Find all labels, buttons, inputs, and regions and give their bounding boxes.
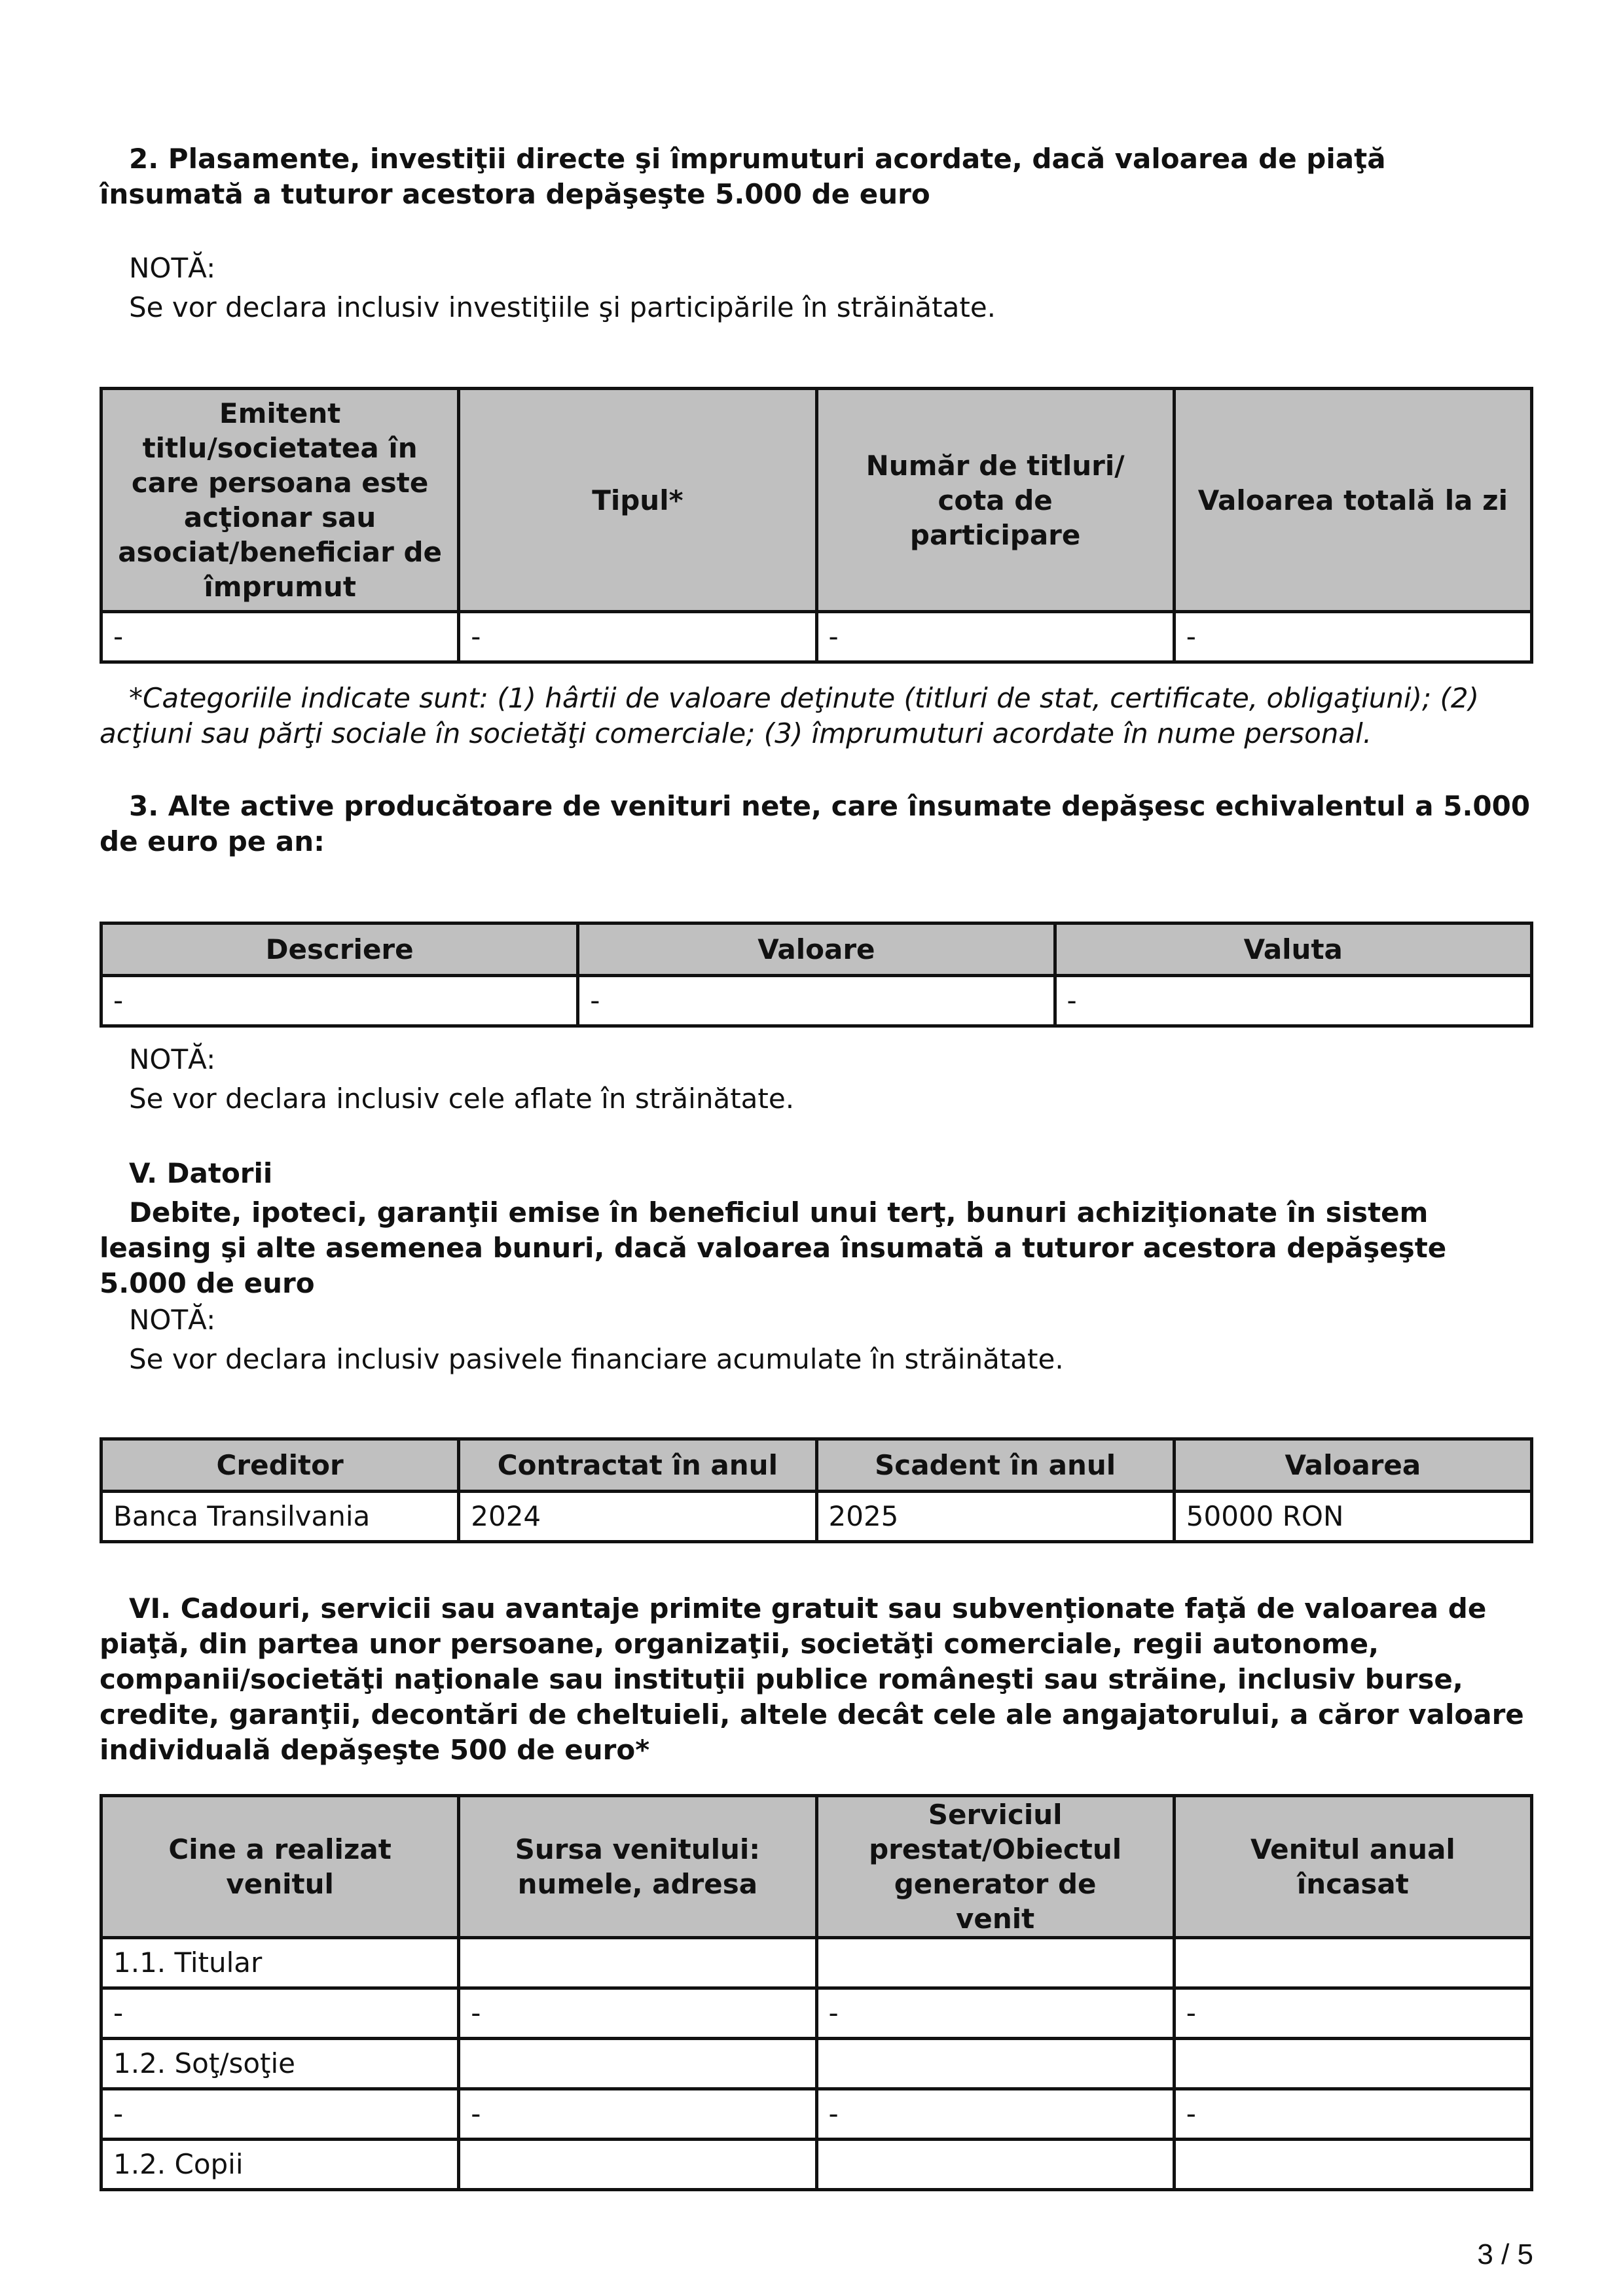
table-header-row (101, 1796, 1532, 1938)
section5-heading: V. Datorii (129, 1157, 273, 1189)
column-header: Număr de titluri/ cota de participare (816, 389, 1174, 612)
section6-title: VI. Cadouri, servicii sau avantaje primite gratuit sau subvenţionate faţă de valoarea de piaţă, din partea unor persoane, organizaţii, societăţi comerciale, regii autonome, companii/societăţi naţionale sau instituţii publice româneşti sau străine, inclusiv burse, credite, garanţii, decontări de cheltuieli, altele decât cele ale angajatorului, a căror valoare individuală depăşeşte 500 de euro* (100, 1592, 1524, 1766)
column-header: Serviciul prestat/Obiectul generator de venit (816, 1796, 1174, 1938)
page-number: 3 / 5 (1477, 2238, 1533, 2270)
table-cell: - (1174, 1988, 1531, 2039)
table-cell (1174, 2140, 1531, 2190)
table-cell: - (459, 612, 816, 662)
column-header: Emitent titlu/societatea în care persoana este acţionar sau asociat/beneficiar de împrumut (101, 389, 459, 612)
table-row (101, 976, 1532, 1026)
column-header: Creditor (101, 1439, 459, 1492)
column-header: Valuta (1055, 924, 1532, 976)
table-cell: - (1055, 976, 1532, 1026)
column-header: Valoare (578, 924, 1055, 976)
table-cell (459, 1938, 816, 1988)
section5-title: Debite, ipoteci, garanţii emise în beneficiul unui terţ, bunuri achiziţionate în sistem leasing şi alte asemenea bunuri, dacă valoarea însumată a tuturor acestora depăşeşte 5.000 de euro (100, 1196, 1447, 1299)
table-cell: - (816, 612, 1174, 662)
section3-title: 3. Alte active producătoare de venituri nete, care însumate depăşesc echivalentul a 5.000 de euro pe an: (100, 790, 1531, 857)
table-cell: - (578, 976, 1055, 1026)
table-cell: - (1174, 612, 1531, 662)
table-cell: 1.1. Titular (101, 1938, 459, 1988)
section2-note-label: NOTĂ: (129, 252, 216, 284)
table-cell: - (101, 976, 578, 1026)
table-header-row (101, 924, 1532, 976)
table-cell (816, 2039, 1174, 2089)
table-row (101, 1938, 1532, 1988)
table-row (101, 2089, 1532, 2140)
other-assets-table (100, 922, 1533, 1028)
table-row (101, 1492, 1532, 1542)
section2-footnote: *Categoriile indicate sunt: (1) hârtii de valoare deţinute (titluri de stat, certificate, obligaţiuni); (2) acţiuni sau părţi sociale în societăţi comerciale; (3) împrumuturi acordate în nume personal. (100, 682, 1480, 749)
table-row (101, 612, 1532, 662)
table-cell: 2024 (459, 1492, 816, 1542)
table-row (101, 2039, 1532, 2089)
column-header: Sursa venitului: numele, adresa (459, 1796, 816, 1938)
column-header: Contractat în anul (459, 1439, 816, 1492)
column-header: Scadent în anul (816, 1439, 1174, 1492)
table-cell (816, 2140, 1174, 2190)
column-header: Valoarea totală la zi (1174, 389, 1531, 612)
column-header: Venitul anual încasat (1174, 1796, 1531, 1938)
table-cell: - (101, 612, 459, 662)
table-row (101, 1988, 1532, 2039)
table-cell (459, 2140, 816, 2190)
investments-table (100, 387, 1533, 664)
table-cell (1174, 2039, 1531, 2089)
table-cell: - (816, 2089, 1174, 2140)
column-header: Cine a realizat venitul (101, 1796, 459, 1938)
section2-note-text: Se vor declara inclusiv investiţiile şi participările în străinătate. (129, 291, 996, 323)
table-cell (1174, 1938, 1531, 1988)
table-header-row (101, 1439, 1532, 1492)
column-header: Descriere (101, 924, 578, 976)
table-cell: 50000 RON (1174, 1492, 1531, 1542)
table-cell: - (816, 1988, 1174, 2039)
table-cell: 1.2. Soţ/soţie (101, 2039, 459, 2089)
section5-note-text: Se vor declara inclusiv pasivele financiare acumulate în străinătate. (129, 1343, 1064, 1375)
section3-note-text: Se vor declara inclusiv cele aflate în străinătate. (129, 1083, 795, 1115)
section5-note-label: NOTĂ: (129, 1304, 216, 1336)
table-row (101, 2140, 1532, 2190)
table-cell: - (459, 2089, 816, 2140)
table-cell (459, 2039, 816, 2089)
table-cell: - (101, 2089, 459, 2140)
table-cell: Banca Transilvania (101, 1492, 459, 1542)
table-cell: - (1174, 2089, 1531, 2140)
column-header: Tipul* (459, 389, 816, 612)
table-header-row (101, 389, 1532, 612)
section2-title: 2. Plasamente, investiţii directe şi împrumuturi acordate, dacă valoarea de piaţă însumată a tuturor acestora depăşeşte 5.000 de euro (100, 143, 1386, 210)
table-cell: 2025 (816, 1492, 1174, 1542)
gifts-table (100, 1794, 1533, 2191)
section3-note-label: NOTĂ: (129, 1043, 216, 1075)
column-header: Valoarea (1174, 1439, 1531, 1492)
debts-table (100, 1437, 1533, 1543)
table-cell: - (101, 1988, 459, 2039)
table-cell: - (459, 1988, 816, 2039)
table-cell: 1.2. Copii (101, 2140, 459, 2190)
table-cell (816, 1938, 1174, 1988)
